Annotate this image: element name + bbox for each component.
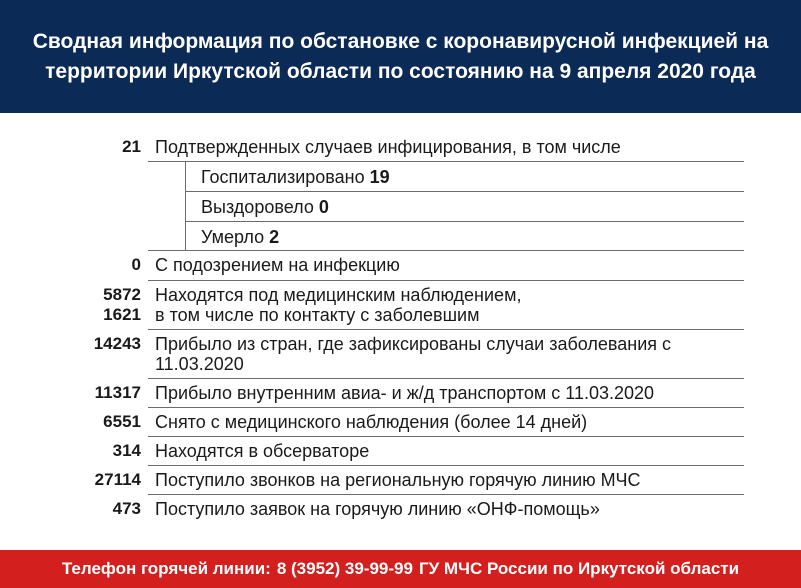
divider xyxy=(148,494,744,495)
hospitalized-value: 19 xyxy=(369,167,390,187)
arrived-abroad-label-line-1: Прибыло из стран, где зафиксированы случаи заболевания с xyxy=(155,334,672,354)
requests-onf-label: Поступило заявок на горячую линию «ОНФ-помощь» xyxy=(155,499,600,519)
requests-onf-number: 473 xyxy=(112,499,141,518)
hospitalized-label: Госпитализировано xyxy=(201,167,365,187)
divider xyxy=(185,191,744,192)
hospitalized-row xyxy=(201,166,390,188)
arrived-abroad-number: 14243 xyxy=(93,334,141,353)
hotline-footer xyxy=(0,550,801,588)
calls-mchs-number: 27114 xyxy=(94,470,141,489)
divider xyxy=(148,378,744,379)
died-label: Умерло xyxy=(201,227,265,247)
observatory-label: Находятся в обсерваторе xyxy=(155,441,370,461)
suspected-label: С подозрением на инфекцию xyxy=(155,255,400,275)
arrived-domestic-label: Прибыло внутренним авиа- и ж/д транспортом с 11.03.2020 xyxy=(155,383,655,403)
divider xyxy=(148,465,744,466)
observation-number: 5872 xyxy=(103,285,141,304)
observatory-number: 314 xyxy=(112,441,141,460)
confirmed-number: 21 xyxy=(122,137,141,156)
title-line-1: Сводная информация по обстановке с коронавирусной инфекцией на xyxy=(32,29,769,53)
hotline-organization: ГУ МЧС России по Иркутской области xyxy=(418,559,740,578)
recovered-row xyxy=(201,196,329,218)
contact-number: 1621 xyxy=(103,305,141,324)
divider xyxy=(148,161,744,162)
suspected-number: 0 xyxy=(131,255,141,274)
confirmed-label: Подтвержденных случаев инфицирования, в том числе xyxy=(155,137,621,157)
hotline-phone[interactable]: 8 (3952) 39-99-99 xyxy=(276,559,413,578)
divider xyxy=(148,250,744,251)
died-value: 2 xyxy=(269,227,280,247)
recovered-label: Выздоровело xyxy=(201,197,314,217)
contact-label: в том числе по контакту с заболевшим xyxy=(155,305,480,325)
divider xyxy=(148,407,744,408)
arrived-domestic-number: 11317 xyxy=(94,383,141,402)
divider xyxy=(148,329,744,330)
died-row xyxy=(201,226,279,248)
divider xyxy=(148,436,744,437)
removed-number: 6551 xyxy=(103,412,141,431)
divider xyxy=(185,221,744,222)
observation-label: Находятся под медицинским наблюдением, xyxy=(155,285,522,305)
sub-items-bracket xyxy=(185,162,186,250)
title-line-2: территории Иркутской области по состоянию на 9 апреля 2020 года xyxy=(45,59,756,83)
removed-label: Снято с медицинского наблюдения (более 14 дней) xyxy=(155,412,588,432)
hotline-prefix: Телефон горячей линии: xyxy=(61,559,271,578)
divider xyxy=(148,280,744,281)
arrived-abroad-label-line-2: 11.03.2020 xyxy=(155,354,244,374)
recovered-value: 0 xyxy=(318,197,329,217)
calls-mchs-label: Поступило звонков на региональную горячую линию МЧС xyxy=(155,470,641,490)
